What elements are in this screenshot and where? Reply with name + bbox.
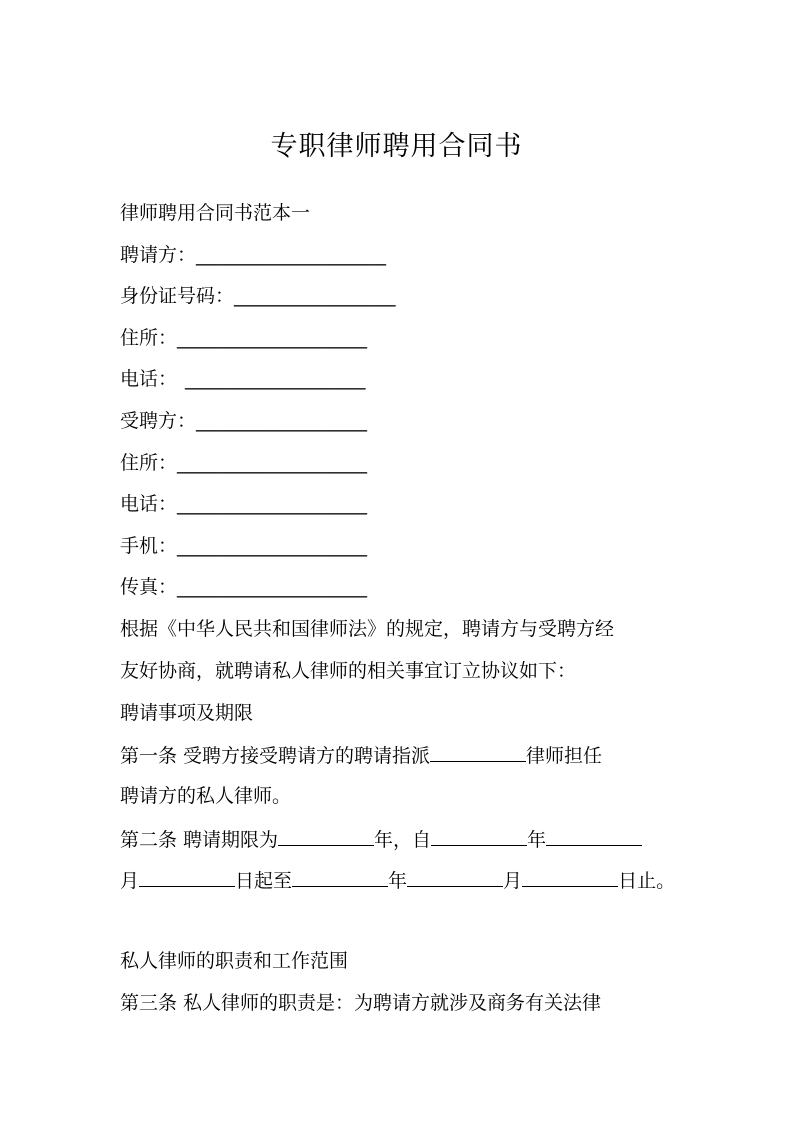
field-phone-employer [120, 366, 700, 392]
article-text: 律师担任 [526, 745, 603, 767]
field-label: 聘请方： [120, 244, 197, 266]
article-1-line [120, 741, 700, 769]
article-2-line-2 [120, 866, 700, 894]
field-label: 身份证号码： [120, 285, 235, 307]
field-address-employer [120, 325, 700, 351]
fill-blank[interactable]: _________________ [234, 285, 396, 307]
fill-blank[interactable]: __________________ [196, 410, 368, 432]
fill-blank[interactable]: ___________________ [185, 368, 366, 390]
article-text: 月 [120, 870, 140, 892]
article-text: 第二条 聘请期限为 [120, 829, 279, 851]
field-employee [120, 408, 700, 434]
fill-blank[interactable] [292, 866, 388, 887]
fill-blank[interactable]: ____________________ [177, 493, 368, 515]
paragraph-line: 根据《中华人民共和国律师法》的规定，聘请方与受聘方经 [120, 618, 615, 640]
field-label: 电话： [120, 493, 178, 515]
fill-blank[interactable] [407, 866, 503, 887]
fill-blank[interactable] [546, 825, 642, 846]
article-1-line-2: 聘请方的私人律师。 [120, 785, 292, 807]
fill-blank[interactable]: ____________________ [177, 535, 368, 557]
fill-blank[interactable]: ____________________ [196, 244, 387, 266]
article-text: 月 [503, 870, 523, 892]
field-label: 传真： [120, 576, 178, 598]
article-3-line: 第三条 私人律师的职责是：为聘请方就涉及商务有关法律 [120, 992, 602, 1014]
article-text: 日止。 [618, 870, 676, 892]
field-label: 手机： [120, 535, 178, 557]
field-phone-employee [120, 491, 700, 517]
paragraph-line: 友好协商，就聘请私人律师的相关事宜订立协议如下： [120, 660, 577, 682]
fill-blank[interactable] [278, 825, 374, 846]
fill-blank[interactable] [139, 866, 235, 887]
article-text: 年 [388, 870, 408, 892]
article-text: 年，自 [374, 829, 432, 851]
article-2-line [120, 825, 700, 853]
fill-blank[interactable] [522, 866, 618, 887]
article-text: 第一条 受聘方接受聘请方的聘请指派 [120, 745, 431, 767]
section-heading: 私人律师的职责和工作范围 [120, 950, 349, 972]
field-address-employee [120, 450, 700, 476]
section-heading: 聘请事项及期限 [120, 702, 254, 724]
document-title: 专职律师聘用合同书 [270, 131, 523, 162]
fill-blank[interactable] [430, 741, 526, 762]
fill-blank[interactable] [431, 825, 527, 846]
fill-blank[interactable]: ____________________ [177, 327, 368, 349]
field-label: 电话： [120, 368, 178, 390]
fill-blank[interactable]: ____________________ [177, 452, 368, 474]
field-mobile [120, 533, 700, 559]
field-label: 受聘方： [120, 410, 197, 432]
article-text: 日起至 [235, 870, 293, 892]
field-fax [120, 574, 700, 600]
field-label: 住所： [120, 327, 178, 349]
fill-blank[interactable]: ____________________ [177, 576, 368, 598]
field-id-number [120, 283, 700, 309]
intro-line: 律师聘用合同书范本一 [120, 202, 311, 224]
article-text: 年 [527, 829, 547, 851]
field-employer [120, 242, 700, 268]
field-label: 住所： [120, 452, 178, 474]
